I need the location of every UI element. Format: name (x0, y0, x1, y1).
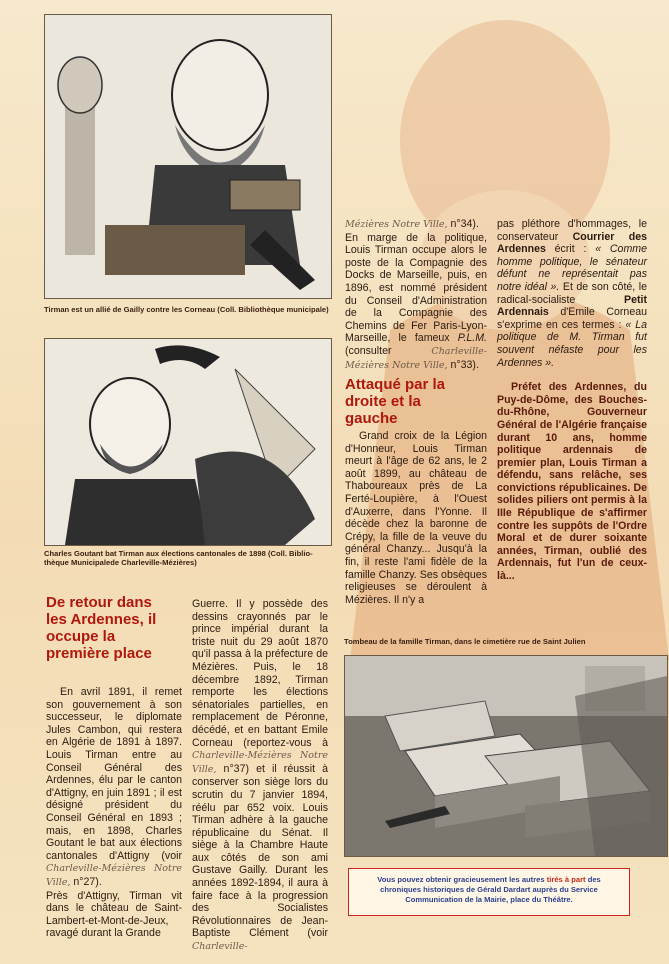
paragraph-retour (46, 686, 182, 890)
text-fragment: (consulter (345, 344, 432, 357)
script-reference: Charleville-Mézières Notre Ville, (192, 750, 328, 775)
caricature-tirman-photo (44, 14, 332, 299)
text-fragment: pas pléthore d'hommages, le conservateur (497, 218, 647, 243)
notice-box (348, 868, 630, 916)
newspaper-name: Petit Ardennais (497, 293, 647, 319)
caption-top: Tirman est un allié de Gailly contre les Corneau (Coll. Bibliothèque municipale) (44, 305, 329, 314)
quote: « Comme homme politique, le sénateur défunt ne représentait pas notre idéal ». (497, 243, 647, 293)
caricature-drawing (45, 15, 331, 298)
text-fragment: écrit : (545, 243, 596, 256)
paragraph-conclusion: Préfet des Ardennes, du Puy-de-Dôme, des Bouches-du-Rhône, Gouverneur Général de l'Algérie française durant 10 ans, homme politique ardennais de premier plan, Louis Tirman a défendu, sans relâche, ses convictions républicaines. De solides piliers ont permis à la IIIe République de s'affirmer contre les suppôts de l'Ordre Moral et de durer soixante années, Tirman, oublié des Ardennais, fut l'un de ceux-là... (497, 381, 647, 583)
paragraph-plm (345, 232, 487, 373)
text-fragment: En avril 1891, il remet son gouvernement à son successeur, le diplomate Jules Cambon, qui restera en Algérie de 1891 à 1897. Louis Tirman entre au Conseil Général des Ardennes, élu par le canton d'Attigny, en juin 1891 ; il est désigné président du Conseil Général en 1893 ; mais, en 1898, Charles Goutant le bat aux élections cantonales d'Attigny (voir (46, 686, 182, 862)
paragraph-hommages (497, 218, 647, 369)
notice-text: des chroniques historiques de Gérald Dardart auprès du Service Communication de la Mairie, place du Théâtre. (380, 875, 601, 904)
script-reference: Mézières Notre Ville, (345, 219, 448, 230)
paragraph-attaque: Grand croix de la Légion d'Honneur, Louis Tirman meurt à l'âge de 62 ans, le 2 août 1899, au château de Thaboureaux près de La Ferté-Loupière, à l'Ouest d'Auxerre, dans l'Yonne. Il décède chez la baronne de Crépy, la fille de la veuve du général Chanzy... Jusqu'à la fin, il reste l'ami fidèle de la famille Chanzy. Ses obsèques religieuses se déroulent à Mézières. Il n'y a (345, 430, 487, 606)
caption-middle: Charles Goutant bat Tirman aux élections cantonales de 1898 (Coll. Biblio-thèque Municipalede Charleville-Mézières) (44, 549, 313, 567)
quote: « La politique de M. Tirman fut souvent néfaste pour les Ardennes ». (497, 318, 647, 369)
script-reference: Charleville- (192, 941, 248, 953)
text-fragment: Et de son côté, le radical-socialiste (497, 280, 647, 306)
text-fragment: n°34). (447, 218, 479, 230)
column-right (497, 218, 647, 583)
text-fragment: Guerre. Il y possède des dessins crayonnés par le prince impérial durant la triste nuit du 29 août 1870 qu'il passa à la préfecture de Mézières. Puis, le 18 décembre 1892, Tirman remporte les élections sénatoriales partielles, en remplacement de Péronne, décédé, et en battant Emile Corneau (reportez-vous à (192, 598, 328, 749)
text-fragment: n°37) et il réussit à conserver son siège lors du scrutin du 7 janvier 1894, réélu par 652 voix. Louis Tirman adhère à la gauche républicaine du Sénat. Il siège à la Chambre Haute aux côtés de son ami Gustave Gailly. Durant les années 1892-1894, il aura à faire face à la progression des Socialistes Révolutionnaires de Jean-Baptiste Clément (voir (192, 762, 328, 940)
script-reference: Charleville-Mézières Notre Ville, (345, 345, 487, 371)
column-middle-attaque (345, 430, 487, 606)
heading-attaque: Attaqué par la droite et la gauche (345, 376, 446, 427)
caricature-goutant-drawing (45, 339, 331, 545)
text-fragment: En marge de la politique, Louis Tirman occupe alors le poste de la Compagnie des Docks de Marseille, puis, en 1896, est nommé président du Conseil d'Administration de la Compagnie des Chemins de Fer Paris-Lyon-Marseille, le fameux (345, 231, 487, 345)
tomb-photo (344, 655, 668, 857)
plm-italic: P.L.M. (457, 332, 487, 345)
paragraph-attigny: Près d'Attigny, Tirman vit dans le château de Saint-Lambert-et-Mont-de-Jeux, ravagé durant la Grande (46, 889, 182, 940)
tomb-photo-drawing (345, 656, 667, 856)
notice-text: Vous pouvez obtenir gracieusement les autres (377, 875, 547, 884)
script-reference: Charleville-Mézières Notre Ville, (46, 863, 182, 888)
column-middle-bottom (192, 598, 328, 954)
caption-tomb: Tombeau de la famille Tirman, dans le cimetière rue de Saint Julien (344, 637, 586, 646)
paragraph-lead (345, 218, 487, 232)
text-fragment: d'Emile Corneau s'exprime en ces termes : (497, 306, 647, 331)
text-fragment: n°33). (447, 358, 479, 371)
newspaper-name: Courrier des Ardennes (497, 230, 647, 256)
column-left-bottom (46, 686, 182, 940)
column-middle-top (345, 218, 487, 372)
notice-highlight: tirés à part (546, 875, 586, 884)
paragraph-senat (192, 598, 328, 954)
text-fragment: n°27). (70, 875, 102, 888)
caricature-goutant-photo (44, 338, 332, 546)
heading-retour: De retour dans les Ardennes, il occupe la première place (46, 594, 157, 662)
